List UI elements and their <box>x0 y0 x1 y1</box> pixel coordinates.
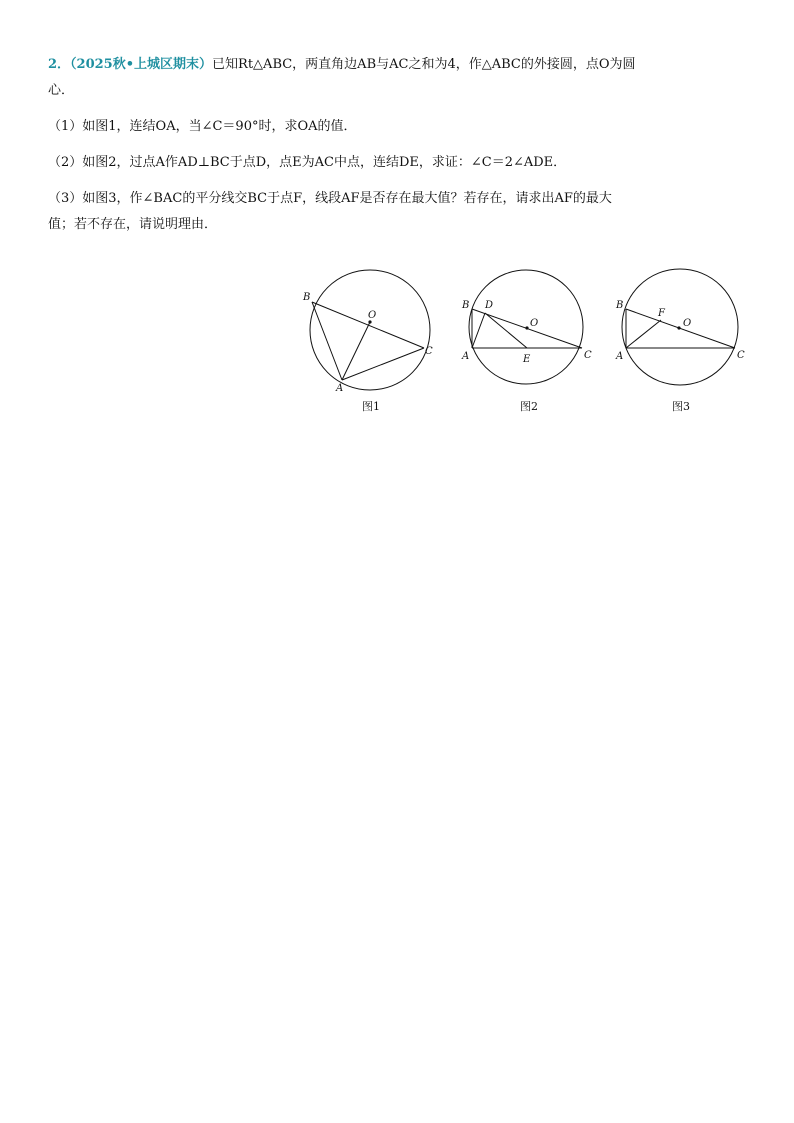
fig3-label-c: C <box>737 350 745 361</box>
fig2-label-b: B <box>462 300 470 311</box>
fig3-caption: 图3 <box>672 400 690 413</box>
fig2-caption: 图2 <box>520 400 538 413</box>
figure-2 <box>461 270 592 413</box>
fig3-segment-af <box>626 320 661 348</box>
fig1-caption: 图1 <box>362 400 380 413</box>
fig1-segment-ac <box>342 348 424 380</box>
fig1-segment-ab <box>312 302 342 380</box>
fig3-label-o: O <box>683 318 692 329</box>
problem-stem <box>48 52 748 78</box>
stem-text-2: 心． <box>48 83 75 98</box>
fig2-segment-ad <box>472 313 485 348</box>
stem-text-1: 已知Rt△ABC，两直角边AB与AC之和为4，作△ABC的外接圆，点O为圆 <box>212 57 636 72</box>
fig2-label-a: A <box>462 351 470 362</box>
figure-1 <box>302 270 433 413</box>
fig1-label-b: B <box>303 292 311 303</box>
fig2-label-o: O <box>530 318 539 329</box>
fig1-label-c: C <box>425 346 433 357</box>
fig1-circumcircle <box>310 270 430 390</box>
figure-3 <box>615 269 745 413</box>
geometry-figures <box>300 262 760 422</box>
fig3-label-a: A <box>616 351 624 362</box>
fig3-label-f: F <box>658 308 665 319</box>
figures-row <box>300 262 760 422</box>
part-3-line-1: （3）如图3，作∠BAC的平分线交BC于点F，线段AF是否存在最大值？若存在，请求出AF的最大 <box>48 191 612 206</box>
fig1-label-a: A <box>336 383 344 394</box>
fig1-segment-oa <box>342 322 370 380</box>
problem-2 <box>48 52 748 238</box>
fig2-label-e: E <box>523 354 531 365</box>
fig2-point-o <box>525 326 528 329</box>
part-1: （1）如图1，连结OA，当∠C＝90°时，求OA的值． <box>48 119 357 134</box>
problem-source: （2025秋•上城区期末） <box>70 57 213 72</box>
fig2-label-d: D <box>485 300 494 311</box>
fig1-label-o: O <box>368 310 377 321</box>
problem-number: 2． <box>48 57 71 72</box>
fig3-label-b: B <box>616 300 624 311</box>
part-3-line-2: 值；若不存在，请说明理由． <box>48 217 218 232</box>
fig2-label-c: C <box>584 350 592 361</box>
fig3-point-o <box>677 326 680 329</box>
fig2-segment-de <box>485 313 527 348</box>
part-2: （2）如图2，过点A作AD⊥BC于点D，点E为AC中点，连结DE，求证：∠C＝2∠ADE． <box>48 155 567 170</box>
